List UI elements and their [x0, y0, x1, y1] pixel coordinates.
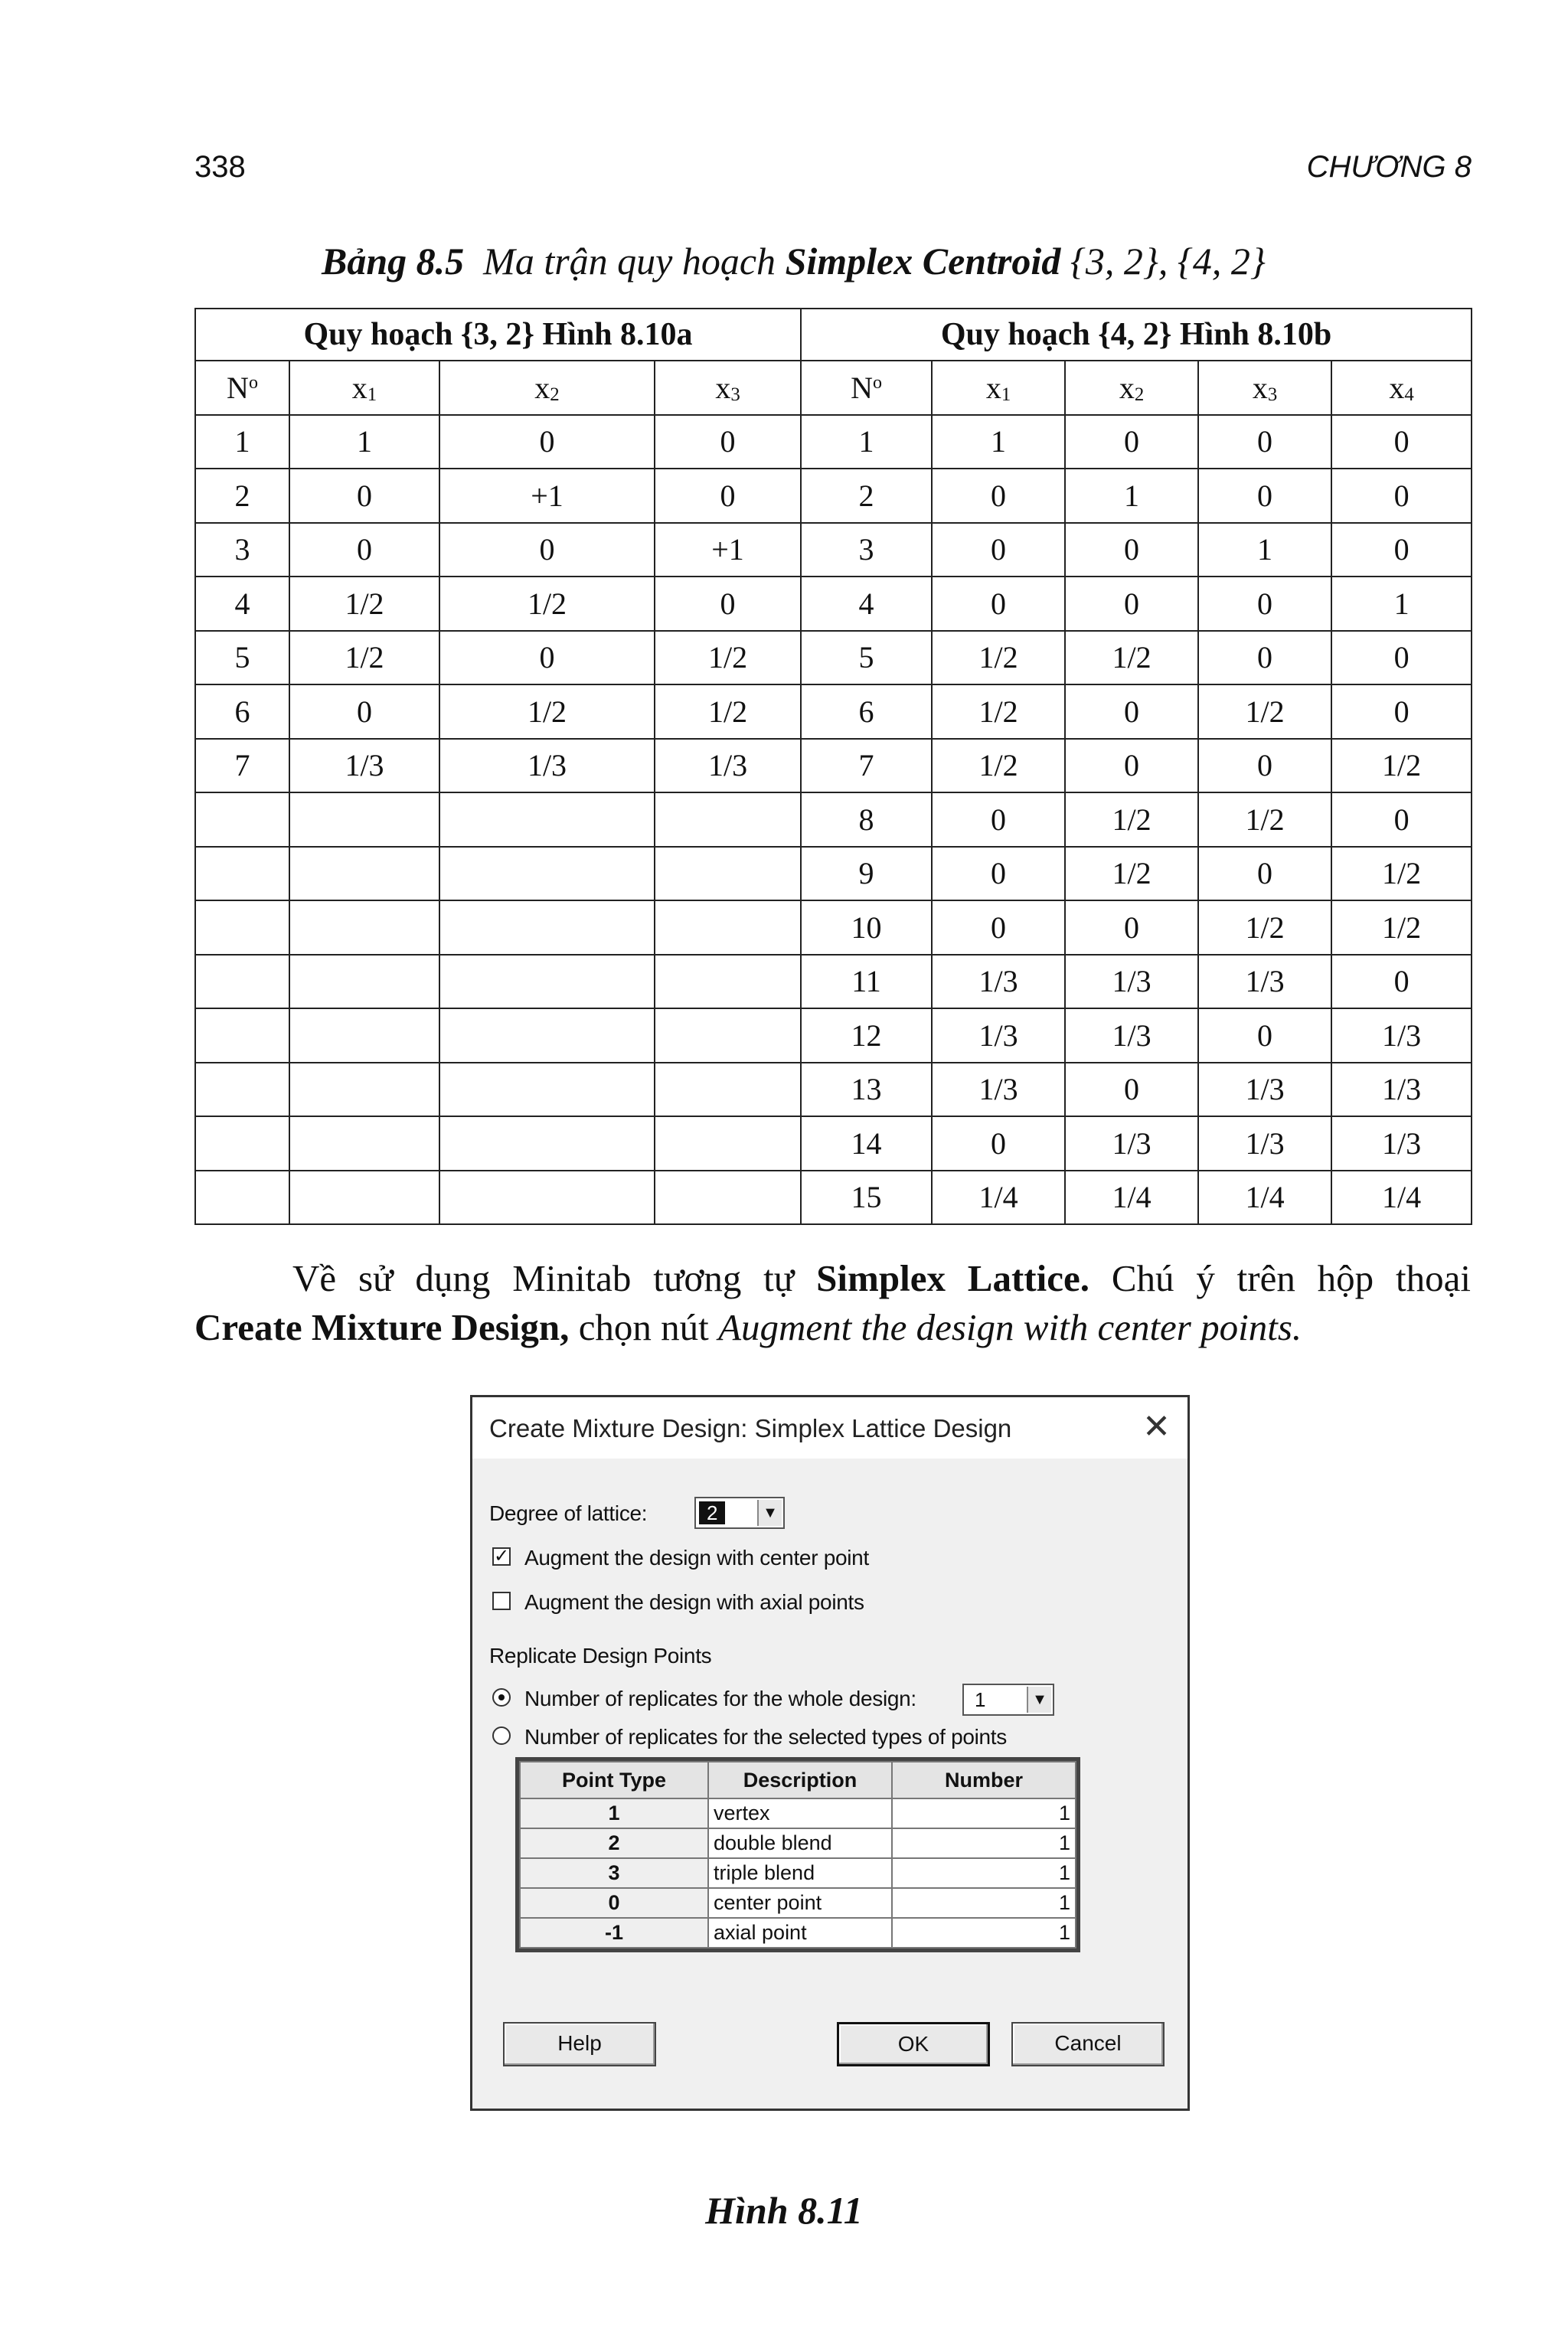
table-cell — [655, 1116, 801, 1171]
table-cell: 1/2 — [439, 684, 655, 739]
table-cell — [439, 900, 655, 955]
augment-axial-checkbox[interactable] — [492, 1592, 511, 1610]
column-header-x2: x2 — [1065, 361, 1198, 415]
table-cell: 1 — [1198, 523, 1331, 577]
table-cell: 1/2 — [655, 684, 801, 739]
paragraph-line-1: Về sử dụng Minitab tương tự Simplex Lattice. Chú ý trên hộp thoại — [292, 1257, 1471, 1299]
description-cell: double blend — [708, 1828, 892, 1858]
point-type-row[interactable] — [520, 1798, 1076, 1828]
table-cell: 7 — [195, 739, 289, 793]
table-cell: 1/3 — [1331, 1063, 1472, 1117]
chevron-down-icon[interactable]: ▼ — [1027, 1687, 1051, 1713]
table-cell: 0 — [1198, 469, 1331, 523]
table-cell: 1/2 — [932, 631, 1065, 685]
group-header-42: Quy hoạch {4, 2} Hình 8.10b — [801, 309, 1472, 361]
column-header-x2: x2 — [439, 361, 655, 415]
figure-caption: Hình 8.11 — [705, 2189, 863, 2232]
table-cell: 1/3 — [1198, 955, 1331, 1009]
cancel-button[interactable]: Cancel — [1011, 2022, 1165, 2066]
table-cell — [289, 1063, 439, 1117]
table-row — [195, 955, 1472, 1009]
table-cell: 0 — [655, 469, 801, 523]
table-cell: 1/2 — [1198, 792, 1331, 847]
table-cell: 0 — [932, 792, 1065, 847]
table-row — [195, 792, 1472, 847]
page-number: 338 — [194, 150, 246, 184]
table-cell — [195, 1116, 289, 1171]
table-cell: 7 — [801, 739, 932, 793]
table-row — [195, 523, 1472, 577]
table-cell: 0 — [1331, 469, 1472, 523]
number-cell[interactable]: 1 — [892, 1798, 1076, 1828]
point-type-row[interactable] — [520, 1888, 1076, 1918]
table-cell: +1 — [655, 523, 801, 577]
table-cell: 1/2 — [1331, 739, 1472, 793]
table-cell: 0 — [1198, 739, 1331, 793]
table-cell: 1/2 — [289, 631, 439, 685]
table-cell: 1/3 — [932, 955, 1065, 1009]
replicates-whole-design-label: Number of replicates for the whole design: — [524, 1687, 916, 1710]
table-cell: 0 — [932, 847, 1065, 901]
table-cell — [439, 847, 655, 901]
dialog-title: Create Mixture Design: Simplex Lattice Design — [489, 1414, 1012, 1442]
column-header-point-type: Point Type — [520, 1762, 708, 1798]
design-matrix-body — [195, 415, 1472, 1225]
table-cell — [439, 1008, 655, 1063]
table-cell: 1/3 — [932, 1008, 1065, 1063]
table-cell: 1/3 — [1198, 1116, 1331, 1171]
table-cell: 1/2 — [1065, 792, 1198, 847]
table-cell: 0 — [1065, 415, 1198, 469]
table-cell — [195, 955, 289, 1009]
table-row — [195, 1171, 1472, 1225]
create-mixture-design-dialog — [470, 1395, 1190, 2111]
description-cell: center point — [708, 1888, 892, 1918]
chevron-down-icon[interactable]: ▼ — [757, 1500, 782, 1526]
table-cell — [439, 1063, 655, 1117]
description-cell: vertex — [708, 1798, 892, 1828]
table-cell — [439, 955, 655, 1009]
table-row — [195, 1008, 1472, 1063]
table-cell: 1/2 — [1065, 847, 1198, 901]
table-cell: 0 — [289, 684, 439, 739]
table-cell: 0 — [1198, 415, 1331, 469]
table-cell: 1 — [289, 415, 439, 469]
table-cell: 1 — [801, 415, 932, 469]
table-row — [195, 739, 1472, 793]
number-cell[interactable]: 1 — [892, 1828, 1076, 1858]
table-cell: 1/2 — [655, 631, 801, 685]
table-cell: 0 — [1198, 1008, 1331, 1063]
caption-name: Simplex Centroid — [785, 240, 1061, 283]
table-cell: 0 — [932, 469, 1065, 523]
table-cell: 0 — [932, 577, 1065, 631]
augment-center-label: Augment the design with center point — [524, 1546, 869, 1570]
table-row — [195, 577, 1472, 631]
table-cell: 1/3 — [1065, 1116, 1198, 1171]
table-cell: 0 — [1065, 900, 1198, 955]
table-cell: 0 — [1331, 684, 1472, 739]
table-cell: 15 — [801, 1171, 932, 1225]
table-cell — [289, 792, 439, 847]
table-cell — [289, 1171, 439, 1225]
point-types-table[interactable] — [519, 1761, 1076, 1949]
number-cell[interactable]: 1 — [892, 1888, 1076, 1918]
table-cell: 0 — [1065, 577, 1198, 631]
point-type-row[interactable] — [520, 1918, 1076, 1948]
paragraph-line-2: Create Mixture Design, chọn nút Augment the design with center points. — [194, 1306, 1302, 1348]
table-cell: 0 — [439, 523, 655, 577]
table-cell: 0 — [1331, 955, 1472, 1009]
group-header-32: Quy hoạch {3, 2} Hình 8.10a — [195, 309, 801, 361]
number-cell[interactable]: 1 — [892, 1918, 1076, 1948]
table-cell — [289, 900, 439, 955]
table-cell — [195, 847, 289, 901]
table-cell: 1/3 — [289, 739, 439, 793]
table-cell: 0 — [1198, 631, 1331, 685]
table-cell: 1 — [1331, 577, 1472, 631]
table-cell — [195, 1171, 289, 1225]
replicates-value: 1 — [975, 1688, 986, 1711]
table-cell — [289, 847, 439, 901]
column-header-number: Number — [892, 1762, 1076, 1798]
table-cell — [655, 792, 801, 847]
table-caption — [322, 239, 1266, 283]
table-cell — [195, 900, 289, 955]
table-cell: 1/4 — [1065, 1171, 1198, 1225]
table-cell: 1/4 — [1198, 1171, 1331, 1225]
description-cell: axial point — [708, 1918, 892, 1948]
caption-sets: {3, 2}, {4, 2} — [1070, 240, 1266, 283]
table-cell: 8 — [801, 792, 932, 847]
chapter-heading: CHƯƠNG 8 — [1306, 150, 1472, 184]
table-cell: 0 — [1198, 577, 1331, 631]
table-cell: 0 — [932, 1116, 1065, 1171]
table-cell: 1/2 — [932, 739, 1065, 793]
table-cell: 0 — [1065, 523, 1198, 577]
ok-button[interactable]: OK — [837, 2022, 990, 2066]
table-row — [195, 1116, 1472, 1171]
augment-center-checkbox[interactable]: ✓ — [494, 1546, 510, 1566]
table-cell: 0 — [439, 631, 655, 685]
table-cell: 11 — [801, 955, 932, 1009]
table-cell: 1/3 — [932, 1063, 1065, 1117]
table-cell: 0 — [439, 415, 655, 469]
table-cell: 1/3 — [1065, 955, 1198, 1009]
replicate-design-points-heading: Replicate Design Points — [489, 1644, 712, 1668]
table-cell: 6 — [195, 684, 289, 739]
table-cell: 13 — [801, 1063, 932, 1117]
table-cell — [655, 1008, 801, 1063]
table-cell: 0 — [655, 415, 801, 469]
table-cell — [195, 1008, 289, 1063]
table-cell — [195, 1063, 289, 1117]
table-cell: 1/3 — [1198, 1063, 1331, 1117]
description-cell: triple blend — [708, 1858, 892, 1888]
column-header-x1: x1 — [932, 361, 1065, 415]
table-cell: 1/2 — [289, 577, 439, 631]
table-cell — [289, 1116, 439, 1171]
table-cell: 9 — [801, 847, 932, 901]
replicates-whole-design-radio[interactable] — [492, 1688, 511, 1707]
table-cell: 0 — [1065, 1063, 1198, 1117]
point-type-row[interactable] — [520, 1828, 1076, 1858]
table-row — [195, 900, 1472, 955]
table-cell: 0 — [655, 577, 801, 631]
table-cell: 4 — [195, 577, 289, 631]
table-row — [195, 847, 1472, 901]
table-cell — [655, 900, 801, 955]
replicates-selected-types-label: Number of replicates for the selected types of points — [524, 1725, 1007, 1749]
table-cell — [655, 955, 801, 1009]
table-cell: 12 — [801, 1008, 932, 1063]
caption-label: Bảng 8.5 — [322, 240, 465, 283]
design-matrix-table — [194, 308, 1472, 1225]
degree-of-lattice-value: 2 — [699, 1501, 725, 1524]
table-cell: 1/3 — [1331, 1116, 1472, 1171]
point-type-cell: 2 — [520, 1828, 708, 1858]
point-type-cell: -1 — [520, 1918, 708, 1948]
table-cell: 1/2 — [1065, 631, 1198, 685]
table-cell — [655, 847, 801, 901]
table-cell: 5 — [195, 631, 289, 685]
column-header-no: $N^o$ — [195, 361, 289, 415]
table-cell: 0 — [1331, 631, 1472, 685]
point-types-body — [520, 1798, 1076, 1948]
table-cell — [655, 1171, 801, 1225]
close-icon[interactable]: ✕ — [1142, 1408, 1171, 1446]
table-cell: 0 — [1331, 792, 1472, 847]
table-cell: 5 — [801, 631, 932, 685]
table-cell: 1/4 — [932, 1171, 1065, 1225]
table-cell: +1 — [439, 469, 655, 523]
table-cell — [439, 792, 655, 847]
table-cell: 3 — [801, 523, 932, 577]
point-type-row[interactable] — [520, 1858, 1076, 1888]
table-cell: 1 — [195, 415, 289, 469]
table-cell: 1/3 — [1331, 1008, 1472, 1063]
table-row — [195, 469, 1472, 523]
table-cell: 0 — [1065, 739, 1198, 793]
column-header-x3: x3 — [655, 361, 801, 415]
degree-of-lattice-label: Degree of lattice: — [489, 1501, 648, 1525]
table-cell: 1/2 — [1198, 684, 1331, 739]
table-cell — [655, 1063, 801, 1117]
table-cell: 1/2 — [1331, 900, 1472, 955]
table-row — [195, 1063, 1472, 1117]
point-type-cell: 3 — [520, 1858, 708, 1888]
table-cell: 1/2 — [932, 684, 1065, 739]
table-cell: 3 — [195, 523, 289, 577]
table-cell: 1/2 — [439, 577, 655, 631]
point-type-cell: 0 — [520, 1888, 708, 1918]
caption-text: Ma trận quy hoạch — [483, 240, 776, 283]
table-cell: 1/2 — [1198, 900, 1331, 955]
table-cell: 0 — [932, 523, 1065, 577]
table-cell — [195, 792, 289, 847]
column-header-x4: x4 — [1331, 361, 1472, 415]
table-cell: 1/2 — [1331, 847, 1472, 901]
column-header-x3: x3 — [1198, 361, 1331, 415]
table-cell: 0 — [289, 469, 439, 523]
replicates-select[interactable] — [962, 1684, 1054, 1716]
table-row — [195, 631, 1472, 685]
table-cell — [289, 1008, 439, 1063]
table-cell: 1/4 — [1331, 1171, 1472, 1225]
help-button[interactable]: Help — [503, 2022, 656, 2066]
table-cell: 6 — [801, 684, 932, 739]
number-cell[interactable]: 1 — [892, 1858, 1076, 1888]
table-cell: 0 — [1331, 415, 1472, 469]
table-cell — [439, 1171, 655, 1225]
table-cell: 1 — [932, 415, 1065, 469]
table-cell: 14 — [801, 1116, 932, 1171]
table-cell: 2 — [195, 469, 289, 523]
column-header-x1: x1 — [289, 361, 439, 415]
table-cell: 1/3 — [655, 739, 801, 793]
table-row — [195, 684, 1472, 739]
table-row — [195, 415, 1472, 469]
table-cell: 1/3 — [1065, 1008, 1198, 1063]
table-cell: 1 — [1065, 469, 1198, 523]
table-cell: 4 — [801, 577, 932, 631]
column-header-no: $N^o$ — [801, 361, 932, 415]
table-cell: 0 — [932, 900, 1065, 955]
table-cell: 2 — [801, 469, 932, 523]
table-cell — [439, 1116, 655, 1171]
degree-of-lattice-select[interactable] — [694, 1497, 785, 1529]
dialog-title-bar — [472, 1397, 1187, 1459]
table-cell: 0 — [1331, 523, 1472, 577]
table-cell: 0 — [1198, 847, 1331, 901]
body-paragraph — [194, 1254, 1471, 1352]
table-cell — [289, 955, 439, 1009]
table-cell: 0 — [289, 523, 439, 577]
table-cell: 10 — [801, 900, 932, 955]
table-cell: 1/3 — [439, 739, 655, 793]
replicates-selected-types-radio[interactable] — [492, 1726, 511, 1745]
augment-axial-label: Augment the design with axial points — [524, 1590, 864, 1614]
column-header-description: Description — [708, 1762, 892, 1798]
point-type-cell: 1 — [520, 1798, 708, 1828]
table-cell: 0 — [1065, 684, 1198, 739]
